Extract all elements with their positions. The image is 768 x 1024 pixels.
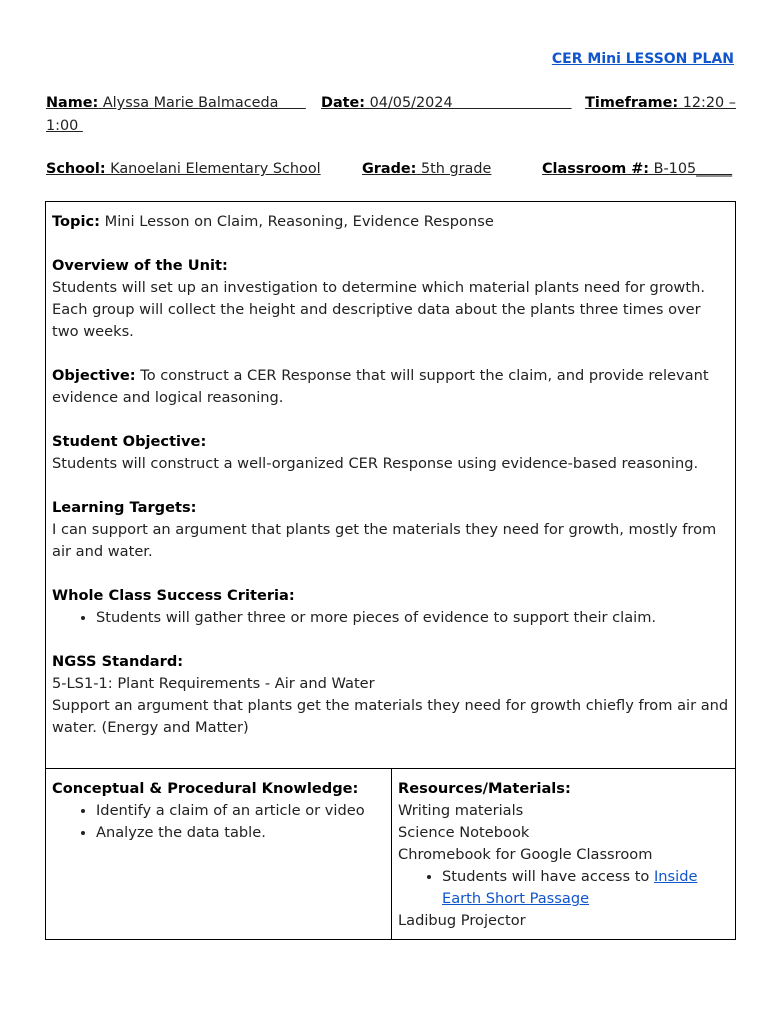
student-objective-text: Students will construct a well-organized CER Response using evidence-based reasoning.	[52, 455, 699, 472]
overview-section	[52, 255, 729, 343]
learning-targets-label: Learning Targets:	[52, 499, 197, 516]
classroom-value: B-105	[649, 161, 697, 177]
ngss-text: Support an argument that plants get the materials they need for growth chiefly from air and water. (Energy and Matter)	[52, 697, 729, 736]
topic-value: Mini Lesson on Claim, Reasoning, Evidence Response	[99, 213, 494, 230]
grade-value: 5th grade	[416, 161, 492, 177]
learning-targets-section	[52, 497, 729, 563]
timeframe-cont: 1:00	[46, 118, 83, 134]
list-item	[442, 866, 729, 910]
header-row-1-cont	[46, 115, 736, 137]
ngss-label: NGSS Standard:	[52, 653, 184, 670]
success-criteria-list	[52, 607, 729, 629]
list-item: • Identify a claim of an article or video	[96, 800, 385, 822]
learning-targets-text: I can support an argument that plants get the materials they need for growth, mostly from air and water.	[52, 521, 717, 560]
date-field	[321, 95, 572, 111]
objective-section	[52, 365, 729, 409]
resource-bullet-text: Students will have access to	[442, 868, 654, 885]
header-row-1	[46, 92, 736, 114]
objective-text: To construct a CER Response that will support the claim, and provide relevant evidence and logical reasoning.	[52, 367, 709, 406]
resources-cell	[392, 769, 735, 939]
topic-section	[52, 211, 729, 233]
ngss-code: 5-LS1-1: Plant Requirements - Air and Water	[52, 675, 375, 692]
header-row-2	[46, 158, 736, 180]
lesson-details-box	[45, 201, 736, 769]
school-value: Kanoelani Elementary School	[105, 161, 321, 177]
resource-item: Writing materials	[398, 802, 524, 819]
inside-earth-passage-link[interactable]: Inside Earth Short Passage	[442, 868, 698, 907]
knowledge-cell	[46, 769, 392, 939]
list-item: • Students will gather three or more pieces of evidence to support their claim.	[96, 607, 729, 629]
objective-label: Objective:	[52, 367, 136, 384]
knowledge-resources-table	[45, 768, 736, 940]
classroom-blank: _____	[696, 161, 733, 177]
topic-label: Topic:	[52, 213, 100, 230]
student-objective-label: Student Objective:	[52, 433, 207, 450]
name-value: Alyssa Marie Balmaceda	[98, 95, 306, 111]
overview-text: Students will set up an investigation to determine which material plants need for growth. Each group will collect the height and descriptive data about the plants three times over two weeks.	[52, 279, 705, 340]
classroom-label: Classroom #:	[542, 161, 650, 177]
resource-item: Chromebook for Google Classroom	[398, 846, 653, 863]
knowledge-label: Conceptual & Procedural Knowledge:	[52, 780, 359, 797]
knowledge-list	[52, 800, 385, 844]
resources-label: Resources/Materials:	[398, 780, 571, 797]
lesson-plan-title-link[interactable]: CER Mini LESSON PLAN	[551, 51, 734, 67]
name-field	[46, 95, 306, 111]
date-value: 04/05/2024	[365, 95, 572, 111]
ngss-section	[52, 651, 729, 739]
school-field	[46, 161, 321, 177]
list-item: • Analyze the data table.	[96, 822, 385, 844]
resource-item: Science Notebook	[398, 824, 530, 841]
student-objective-section	[52, 431, 729, 475]
resource-sublist	[398, 866, 729, 910]
grade-label: Grade:	[362, 161, 417, 177]
date-label: Date:	[321, 95, 366, 111]
name-label: Name:	[46, 95, 99, 111]
resource-item: Ladibug Projector	[398, 912, 526, 929]
classroom-field	[542, 158, 732, 180]
timeframe-label: Timeframe:	[585, 95, 679, 111]
grade-field	[362, 158, 491, 180]
school-label: School:	[46, 161, 106, 177]
success-criteria-label: Whole Class Success Criteria:	[52, 587, 295, 604]
overview-label: Overview of the Unit:	[52, 257, 228, 274]
timeframe-field	[585, 92, 736, 114]
success-criteria-section	[52, 585, 729, 629]
timeframe-value: 12:20 –	[678, 95, 736, 111]
